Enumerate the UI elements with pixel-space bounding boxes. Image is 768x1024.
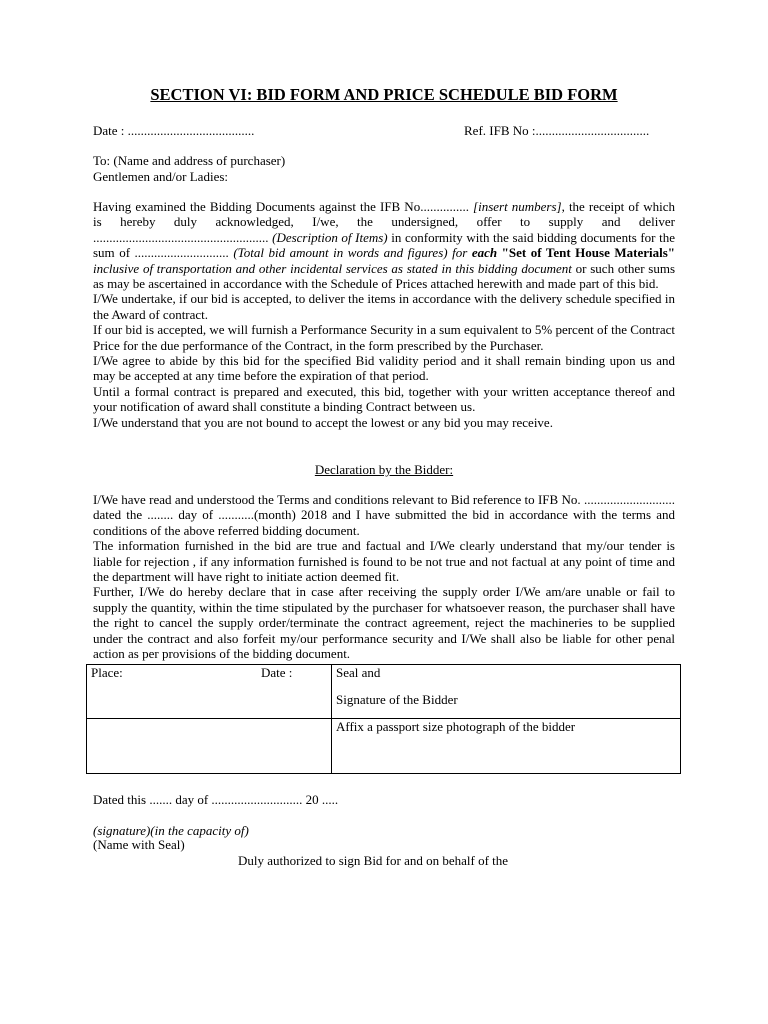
salutation: Gentlemen and/or Ladies: [93, 169, 229, 184]
seal-label: Seal and [336, 665, 381, 680]
declaration-body [93, 492, 675, 661]
dated-line: Dated this ....... day of ............................ 20 ..... [93, 792, 339, 807]
ref-ifb-field: Ref. IFB No :................................... [464, 123, 650, 138]
table-date-label: Date : [261, 665, 293, 680]
signature-capacity: (signature)(in the capacity of) [93, 823, 249, 838]
to-line: To: (Name and address of purchaser) [93, 153, 286, 168]
authorized-line: Duly authorized to sign Bid for and on behalf of the [238, 853, 509, 868]
declaration-paragraph-1: I/We have read and understood the Terms and conditions relevant to Bid reference to IFB No. ............................ dated the ........ day of ...........(month) 2018 and I have submitted the bid in accordance with the terms and conditions of the above referred bidding document. [93, 492, 675, 538]
photo-cell [332, 719, 681, 774]
signature-label: Signature of the Bidder [336, 692, 458, 708]
paragraph-performance-security: If our bid is accepted, we will furnish a Performance Security in a sum equivalent to 5% percent of the Contract Price for the due performance of the Contract, in the form prescribed by the Purchaser. [93, 322, 675, 353]
place-label: Place: [91, 665, 123, 680]
declaration-paragraph-3: Further, I/We do hereby declare that in case after receiving the supply order I/We am/are unable or fail to supply the quantity, within the time stipulated by the purchaser for whatsoever reason, the purchaser shall have the right to cancel the supply order/terminate the contract agreement, reject the machineries to be supplied under the contract and also forfeit my/our performance security and I/We shall also be liable for other penal action as per provisions of the bidding document. [93, 584, 675, 662]
photo-label: Affix a passport size photograph of the bidder [336, 719, 576, 734]
paragraph-validity: I/We agree to abide by this bid for the specified Bid validity period and it shall remain binding upon us and may be accepted at any time before the expiration of that period. [93, 353, 675, 384]
seal-signature-cell [332, 665, 681, 719]
paragraph-offer: Having examined the Bidding Documents against the IFB No............... [insert numbers], the receipt of which is hereby duly acknowledged, I/we, the undersigned, offer to supply and deliver ...................................................... (Description of Items) in conformity with the said bidding documents for the sum of ............................. (Total bid amount in words and figures) for each "Set of Tent House Materials" inclusive of transportation and other incidental services as stated in this bidding document or such other sums as may be ascertained in accordance with the Schedule of Prices attached herewith and made part of this bid. [93, 199, 676, 292]
declaration-paragraph-2: The information furnished in the bid are true and factual and I/We clearly understand that my/our tender is liable for rejection , if any information furnished is found to be not true and not factual at any point of time and the department will have right to initiate action deemed fit. [93, 538, 675, 585]
date-field: Date : ....................................... [93, 123, 255, 138]
bid-body [93, 199, 675, 430]
paragraph-undertake: I/We undertake, if our bid is accepted, to deliver the items in accordance with the delivery schedule specified in the Award of contract. [93, 291, 675, 322]
paragraph-contract: Until a formal contract is prepared and executed, this bid, together with your written acceptance thereof and your notification of award shall constitute a binding Contract between us. [93, 383, 675, 415]
name-with-seal: (Name with Seal) [93, 837, 185, 852]
declaration-heading: Declaration by the Bidder: [314, 462, 454, 477]
paragraph-lowest-bid: I/We understand that you are not bound to accept the lowest or any bid you may receive. [93, 414, 553, 430]
page-title: SECTION VI: BID FORM AND PRICE SCHEDULE BID FORM [150, 85, 618, 104]
place-date-cell [87, 665, 332, 719]
signature-table [86, 664, 681, 774]
empty-cell [87, 719, 332, 774]
